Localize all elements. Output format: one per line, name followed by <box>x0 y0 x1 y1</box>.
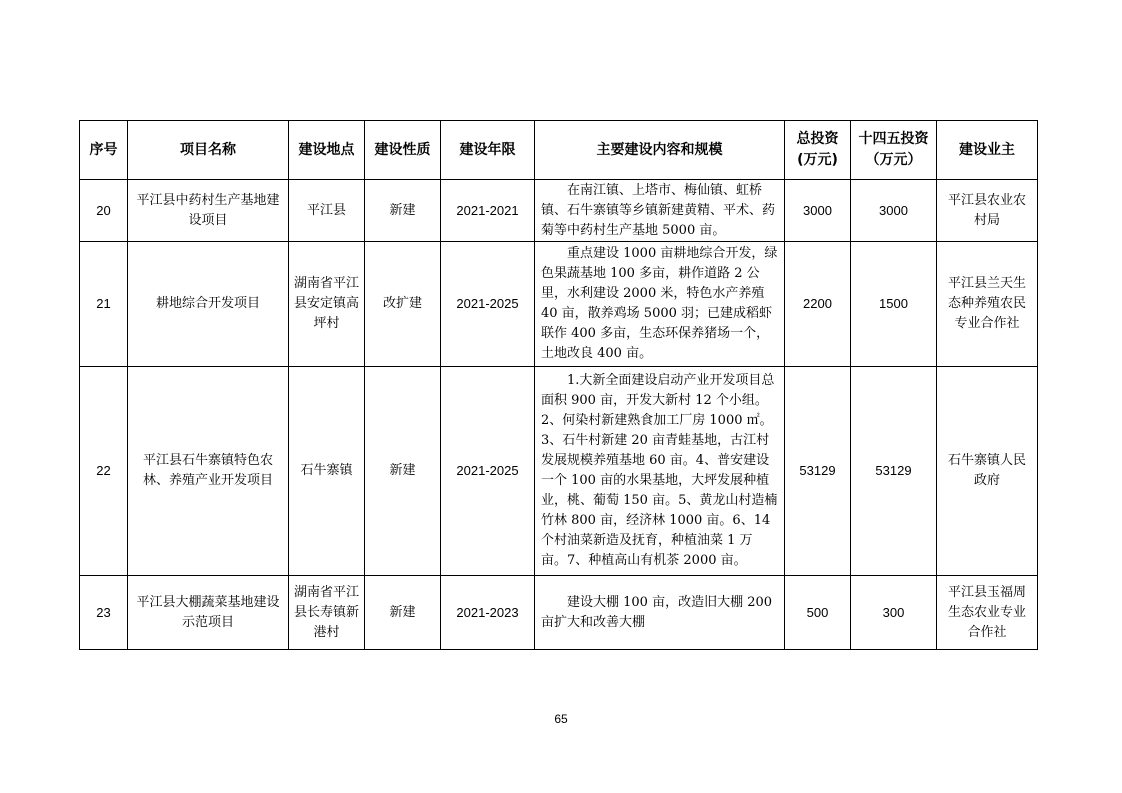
header-name: 项目名称 <box>128 121 289 180</box>
cell-location: 石牛寨镇 <box>289 367 365 576</box>
header-no: 序号 <box>80 121 128 180</box>
cell-owner: 石牛寨镇人民政府 <box>937 367 1038 576</box>
header-content: 主要建设内容和规模 <box>535 121 785 180</box>
header-location: 建设地点 <box>289 121 365 180</box>
cell-no: 21 <box>80 242 128 367</box>
cell-name: 耕地综合开发项目 <box>128 242 289 367</box>
table-row <box>80 367 1038 576</box>
cell-owner: 平江县农业农村局 <box>937 180 1038 242</box>
cell-no: 23 <box>80 576 128 650</box>
cell-fyp-investment: 53129 <box>851 367 937 576</box>
cell-fyp-investment: 1500 <box>851 242 937 367</box>
cell-period: 2021-2023 <box>441 576 535 650</box>
cell-period: 2021-2025 <box>441 242 535 367</box>
cell-name: 平江县石牛寨镇特色农林、养殖产业开发项目 <box>128 367 289 576</box>
cell-total-investment: 2200 <box>785 242 851 367</box>
table-header-row <box>80 121 1038 180</box>
header-period: 建设年限 <box>441 121 535 180</box>
cell-location: 湖南省平江县长寿镇新港村 <box>289 576 365 650</box>
header-owner: 建设业主 <box>937 121 1038 180</box>
cell-total-investment: 53129 <box>785 367 851 576</box>
cell-owner: 平江县兰天生态种养殖农民专业合作社 <box>937 242 1038 367</box>
header-nature: 建设性质 <box>365 121 441 180</box>
cell-total-investment: 3000 <box>785 180 851 242</box>
cell-name: 平江县大棚蔬菜基地建设示范项目 <box>128 576 289 650</box>
cell-period: 2021-2025 <box>441 367 535 576</box>
cell-content: 建设大棚 100 亩，改造旧大棚 200 亩扩大和改善大棚 <box>535 576 785 650</box>
cell-name: 平江县中药村生产基地建设项目 <box>128 180 289 242</box>
cell-location: 湖南省平江县安定镇高坪村 <box>289 242 365 367</box>
cell-content: 在南江镇、上塔市、梅仙镇、虹桥镇、石牛寨镇等乡镇新建黄精、平术、药菊等中药村生产基地 5000 亩。 <box>535 180 785 242</box>
header-total-investment: 总投资 (万元) <box>785 121 851 180</box>
cell-total-investment: 500 <box>785 576 851 650</box>
cell-no: 22 <box>80 367 128 576</box>
cell-period: 2021-2021 <box>441 180 535 242</box>
table-row <box>80 242 1038 367</box>
cell-location: 平江县 <box>289 180 365 242</box>
cell-content: 重点建设 1000 亩耕地综合开发，绿色果蔬基地 100 多亩，耕作道路 2 公里，水利建设 2000 米，特色水产养殖 40 亩，散养鸡场 5000 羽；已建成稻虾联作 400 多亩，生态环保养猪场一个，土地改良 400 亩。 <box>535 242 785 367</box>
page-number: 65 <box>554 712 568 726</box>
cell-nature: 新建 <box>365 576 441 650</box>
table-row <box>80 180 1038 242</box>
cell-nature: 新建 <box>365 367 441 576</box>
cell-fyp-investment: 300 <box>851 576 937 650</box>
cell-nature: 新建 <box>365 180 441 242</box>
cell-nature: 改扩建 <box>365 242 441 367</box>
cell-owner: 平江县玉福周生态农业专业合作社 <box>937 576 1038 650</box>
header-fyp-investment: 十四五投资 （万元） <box>851 121 937 180</box>
cell-no: 20 <box>80 180 128 242</box>
project-table <box>79 120 1038 650</box>
table-row <box>80 576 1038 650</box>
cell-content: 1.大新全面建设启动产业开发项目总面积 900 亩，开发大新村 12 个小组。2、何染村新建熟食加工厂房 1000 ㎡。3、石牛村新建 20 亩青蛙基地，古江村发展规模养殖基地 60 亩。4、普安建设一个 100 亩的水果基地，大坪发展种植业，桃、葡萄 150 亩。5、黄龙山村造楠竹林 800 亩，经济林 1000 亩。6、14 个村油菜新造及抚育，种植油菜 1 万亩。7、种植高山有机茶 2000 亩。 <box>535 367 785 576</box>
cell-fyp-investment: 3000 <box>851 180 937 242</box>
